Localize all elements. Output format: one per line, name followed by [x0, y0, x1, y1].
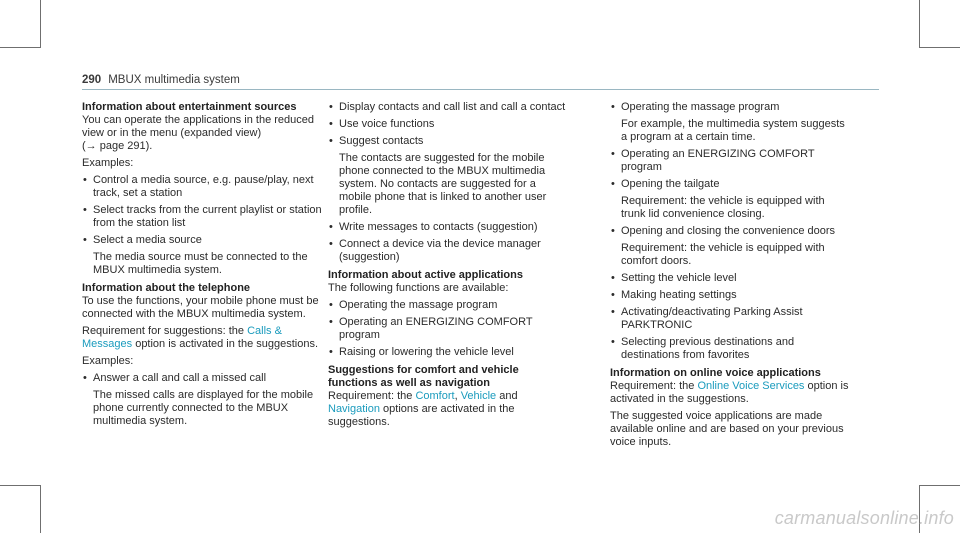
section-heading: Information about the telephone [82, 282, 251, 294]
list-item: • Making heating settings [610, 289, 850, 302]
paragraph: To use the functions, your mobile phone must be connected with the MBUX multimedia system. [82, 295, 319, 320]
column-2 [328, 101, 568, 433]
crop-mark [919, 485, 960, 486]
list-item: • Select tracks from the current playlist or station from the station list [82, 204, 322, 230]
list-item: • Operating an ENERGIZING COMFORT program [610, 148, 850, 174]
bullet-list [328, 299, 568, 359]
paragraph: The following functions are available: [328, 282, 509, 294]
list-item: • Opening the tailgate Requirement: the vehicle is equipped with trunk lid convenience closing. [610, 178, 850, 221]
list-item: • Select a media source The media source must be connected to the MBUX multimedia system. [82, 234, 322, 277]
list-item: • Control a media source, e.g. pause/play, next track, set a station [82, 174, 322, 200]
list-item: • Opening and closing the convenience doors Requirement: the vehicle is equipped with comfort doors. [610, 225, 850, 268]
crop-mark [40, 0, 41, 48]
list-item: • Setting the vehicle level [610, 272, 850, 285]
header-rule [82, 89, 879, 90]
list-item: • Activating/deactivating Parking Assist PARKTRONIC [610, 306, 850, 332]
column-3 [610, 101, 850, 453]
watermark: carmanualsonline.info [774, 508, 954, 528]
list-item: • Operating an ENERGIZING COMFORT program [328, 316, 568, 342]
list-item-detail: The contacts are suggested for the mobile phone connected to the MBUX multimedia system. No contacts are suggested for a mobile phone that is linked to another user profile. [339, 152, 547, 216]
paragraph: You can operate the applications in the reduced view or in the menu (expanded view) (→ page 291). [82, 114, 314, 152]
section-heading: Information about active applications [328, 269, 523, 281]
list-item: • Operating the massage program For example, the multimedia system suggests a program at a certain time. [610, 101, 850, 144]
option-link-vehicle[interactable]: Vehicle [460, 390, 497, 402]
option-link-online-voice-services[interactable]: Online Voice Services [697, 380, 805, 392]
bullet-list [82, 174, 322, 277]
option-link[interactable]: Calls & Messages [82, 325, 282, 350]
list-item: • Selecting previous destinations and destinations from favorites [610, 336, 850, 362]
bullet-list [610, 101, 850, 362]
page-title: MBUX multimedia system [108, 74, 240, 86]
option-link-navigation[interactable]: Navigation [328, 403, 380, 415]
list-item-detail: The missed calls are displayed for the mobile phone currently connected to the MBUX multimedia system. [93, 389, 314, 427]
list-item: • Write messages to contacts (suggestion) [328, 221, 568, 234]
list-item: • Suggest contacts The contacts are suggested for the mobile phone connected to the MBUX multimedia system. No contacts are suggested for a mobile phone that is linked to another user profile. [328, 135, 568, 217]
option-link-comfort[interactable]: Comfort [415, 390, 455, 402]
bullet-list [328, 101, 568, 264]
section-heading: Suggestions for comfort and vehicle functions as well as navigation [328, 364, 519, 389]
list-item: • Display contacts and call list and call a contact [328, 101, 568, 114]
examples-label: Examples: [82, 157, 134, 169]
crop-mark [0, 47, 41, 48]
paragraph: Requirement: the Online Voice Services option is activated in the suggestions. [610, 380, 849, 405]
paragraph: Requirement: the Comfort, Vehicle and Navigation options are activated in the suggestions. [328, 390, 518, 428]
paragraph: Requirement for suggestions: the Calls & Messages option is activated in the suggestions. [82, 325, 319, 350]
list-item: • Answer a call and call a missed call The missed calls are displayed for the mobile phone currently connected to the MBUX multimedia system. [82, 372, 322, 428]
crop-mark [919, 0, 920, 48]
crop-mark [40, 485, 41, 533]
section-heading: Information about entertainment sources [82, 101, 297, 113]
list-item: • Connect a device via the device manager (suggestion) [328, 238, 568, 264]
page-header [82, 74, 240, 86]
list-item-detail: For example, the multimedia system suggests a program at a certain time. [621, 118, 845, 143]
list-item: • Raising or lowering the vehicle level [328, 346, 568, 359]
section-heading: Information on online voice applications [610, 367, 821, 379]
list-item-detail: Requirement: the vehicle is equipped with trunk lid convenience closing. [621, 195, 825, 220]
bullet-list [82, 372, 322, 428]
list-item: • Operating the massage program [328, 299, 568, 312]
list-item-detail: Requirement: the vehicle is equipped with comfort doors. [621, 242, 825, 267]
page-number: 290 [82, 74, 102, 86]
crop-mark [919, 47, 960, 48]
crop-mark [0, 485, 41, 486]
examples-label: Examples: [82, 355, 134, 367]
column-1 [82, 101, 322, 432]
list-item: • Use voice functions [328, 118, 568, 131]
paragraph: The suggested voice applications are made available online and are based on your previous voice inputs. [610, 410, 844, 448]
list-item-detail: The media source must be connected to the MBUX multimedia system. [93, 251, 308, 276]
